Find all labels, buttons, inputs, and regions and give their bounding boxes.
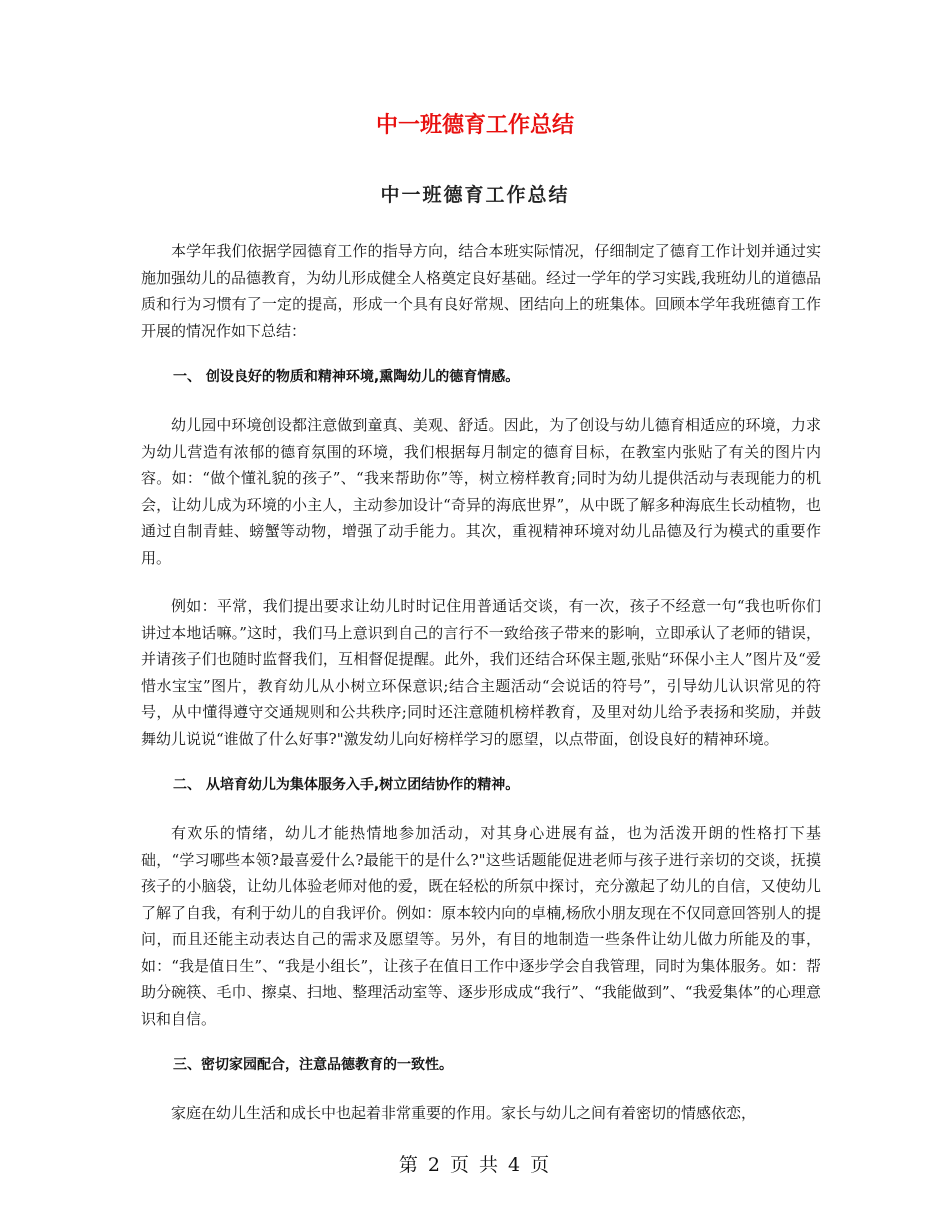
section-heading-1: 一、 创设良好的物质和精神环境,熏陶幼儿的德育情感。 [173,369,520,385]
section-1-paragraph-2: 例如：平常，我们提出要求让幼儿时时记住用普通话交谈，有一次，孩子不经意一句“我也听你们讲过本地话嘛。”这时，我们马上意识到自己的言行不一致给孩子带来的影响，立即承认了老师的错误，并请孩子们也随时监督我们，互相督促提醒。此外，我们还结合环保主题,张贴“环保小主人”图片及“爱惜水宝宝”图片，教育幼儿从小树立环保意识;结合主题活动“会说话的符号”，引导幼儿认识常见的符号，从中懂得遵守交通规则和公共秩序;同时还注意随机榜样教育，及里对幼儿给予表扬和奖励，并鼓舞幼儿说说“谁做了什么好事?"激发幼儿向好榜样学习的愿望，以点带面，创设良好的精神环境。 [141,597,821,748]
document-subtitle: 中一班德育工作总结 [380,184,570,206]
section-1-paragraph-1: 幼儿园中环境创设都注意做到童真、美观、舒适。因此，为了创设与幼儿德育相适应的环境，力求为幼儿营造有浓郁的德育氛围的环境，我们根据每月制定的德育目标，在教室内张贴了有关的图片内容。如：“做个懂礼貌的孩子”、“我来帮助你”等，树立榜样教育;同时为幼儿提供活动与表现能力的机会，让幼儿成为环境的小主人，主动参加设计“奇异的海底世界”，从中既了解多种海底生长动植物，也通过自制青蛙、螃蟹等动物，增强了动手能力。其次，重视精神环境对幼儿品德及行为模式的重要作用。 [141,416,821,567]
document-body [141,238,821,1149]
page-footer: 第 2 页 共 4 页 [398,1154,552,1176]
section-3-paragraph-1: 家庭在幼儿生活和成长中也起着非常重要的作用。家长与幼儿之间有着密切的情感依恋， [171,1104,757,1122]
section-2-paragraph-1: 有欢乐的情绪，幼儿才能热情地参加活动，对其身心进展有益，也为活泼开朗的性格打下基础，“学习哪些本领?最喜爱什么?最能干的是什么?"这些话题能促进老师与孩子进行亲切的交谈，抚摸孩子的小脑袋，让幼儿体验老师对他的爱，既在轻松的所氛中探讨，充分激起了幼儿的自信，又使幼儿了解了自我，有利于幼儿的自我评价。例如：原本较内向的卓楠,杨欣小朋友现在不仅同意回答别人的提问，而且还能主动表达自己的需求及愿望等。另外，有目的地制造一些条件让幼儿做力所能及的事，如：“我是值日生”、“我是小组长”，让孩子在值日工作中逐步学会自我管理，同时为集体服务。如：帮助分碗筷、毛巾、擦桌、扫地、整理活动室等、逐步形成成“我行”、“我能做到”、“我爱集体”的心理意识和自信。 [141,824,821,1028]
intro-paragraph: 本学年我们依据学园德育工作的指导方向，结合本班实际情况，仔细制定了德育工作计划并通过实施加强幼儿的品德教育，为幼儿形成健全人格奠定良好基础。经过一学年的学习实践,我班幼儿的道德品质和行为习惯有了一定的提高，形成一个具有良好常规、团结向上的班集体。回顾本学年我班德育工作开展的情况作如下总结： [141,242,821,340]
section-heading-2: 二、 从培育幼儿为集体服务入手,树立团结协作的精神。 [173,777,520,793]
document-title: 中一班德育工作总结 [375,113,574,138]
section-heading-3: 三、密切家园配合，注意品德教育的一致性。 [173,1057,453,1073]
